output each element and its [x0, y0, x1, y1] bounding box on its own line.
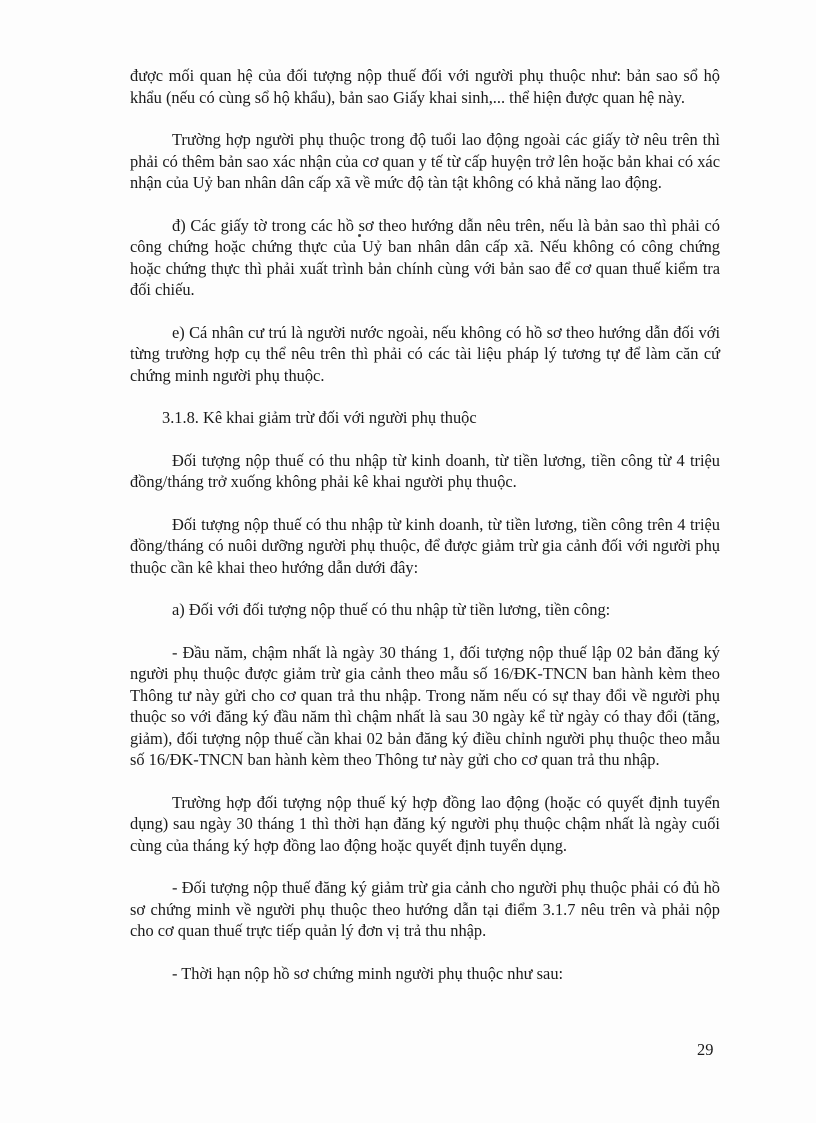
- paragraph-item-e: e) Cá nhân cư trú là người nước ngoài, nếu không có hồ sơ theo hướng dẫn đối với từng trường hợp cụ thể nêu trên thì phải có các tài liệu pháp lý tương tự để làm căn cứ chứng minh người phụ thuộc.: [130, 322, 720, 385]
- paragraph-no-declaration: Đối tượng nộp thuế có thu nhập từ kinh doanh, từ tiền lương, tiền công từ 4 triệu đồng/tháng trở xuống không phải kê khai người phụ thuộc.: [130, 450, 720, 491]
- paragraph-continuation: được mối quan hệ của đối tượng nộp thuế đối với người phụ thuộc như: bản sao sổ hộ khẩu (nếu có cùng sổ hộ khẩu), bản sao Giấy khai sinh,... thể hiện được quan hệ này.: [130, 66, 720, 107]
- page-number: 29: [697, 1040, 714, 1059]
- paragraph-registration-deadline: - Đầu năm, chậm nhất là ngày 30 tháng 1, đối tượng nộp thuế lập 02 bản đăng ký người phụ thuộc được giảm trừ gia cảnh theo mẫu số 16/ĐK-TNCN ban hành kèm theo Thông tư này gửi cho cơ quan trả thu nhập. Trong năm nếu có sự thay đổi về người phụ thuộc so với đăng ký đầu năm thì chậm nhất là sau 30 ngày kể từ ngày có thay đổi (tăng, giảm), đối tượng nộp thuế cần khai 02 bản đăng ký điều chỉnh người phụ thuộc theo mẫu số 16/ĐK-TNCN ban hành kèm theo Thông tư này gửi cho cơ quan trả thu nhập.: [130, 642, 720, 769]
- paragraph-dependent-working-age: Trường hợp người phụ thuộc trong độ tuổi lao động ngoài các giấy tờ nêu trên thì phải có thêm bản sao xác nhận của cơ quan y tế từ cấp huyện trở lên hoặc bản khai có xác nhận của Uỷ ban nhân dân cấp xã về mức độ tàn tật không có khả năng lao động.: [130, 130, 720, 192]
- section-heading-3-1-8: 3.1.8. Kê khai giảm trừ đối với người phụ thuộc: [162, 408, 477, 427]
- paragraph-late-contract: Trường hợp đối tượng nộp thuế ký hợp đồng lao động (hoặc có quyết định tuyển dụng) sau ngày 30 tháng 1 thì thời hạn đăng ký người phụ thuộc chậm nhất là ngày cuối cùng của tháng ký hợp đồng lao động hoặc quyết định tuyển dụng.: [130, 792, 720, 855]
- paragraph-declaration-required: Đối tượng nộp thuế có thu nhập từ kinh doanh, từ tiền lương, tiền công trên 4 triệu đồng/tháng có nuôi dưỡng người phụ thuộc, để được giảm trừ gia cảnh đối với người phụ thuộc cần kê khai theo hướng dẫn dưới đây:: [130, 514, 720, 577]
- paragraph-proof-documents: - Đối tượng nộp thuế đăng ký giảm trừ gia cảnh cho người phụ thuộc phải có đủ hồ sơ chứng minh về người phụ thuộc theo hướng dẫn tại điểm 3.1.7 nêu trên và phải nộp cho cơ quan thuế trực tiếp quản lý đơn vị trả thu nhập.: [130, 878, 720, 940]
- paragraph-submission-deadline: - Thời hạn nộp hồ sơ chứng minh người phụ thuộc như sau:: [172, 963, 564, 983]
- scan-speck: [358, 234, 361, 237]
- paragraph-item-a: a) Đối với đối tượng nộp thuế có thu nhập từ tiền lương, tiền công:: [172, 600, 611, 619]
- page-body: [130, 65, 720, 1005]
- paragraph-item-d: đ) Các giấy tờ trong các hồ sơ theo hướng dẫn nêu trên, nếu là bản sao thì phải có công chứng hoặc chứng thực của Uỷ ban nhân dân cấp xã. Nếu không có công chứng hoặc chứng thực thì phải xuất trình bản chính cùng với bản sao để cơ quan thuế kiểm tra đối chiếu.: [130, 215, 720, 299]
